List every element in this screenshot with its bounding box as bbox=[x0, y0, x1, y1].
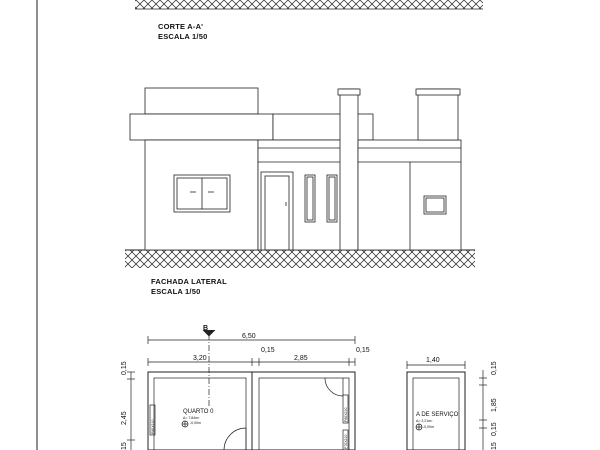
dim-service-width: 1,40 bbox=[426, 357, 440, 364]
cut-marker-label: B bbox=[203, 325, 209, 332]
right-wall-body bbox=[358, 140, 461, 250]
narrow-window-2 bbox=[327, 175, 337, 222]
dim-left-width: 3,20 bbox=[193, 355, 207, 362]
narrow-window-1 bbox=[305, 175, 315, 222]
column-cap bbox=[338, 89, 360, 95]
column-pillar bbox=[340, 89, 358, 250]
dim-left-top-wall: 0,15 bbox=[121, 361, 128, 375]
section-scale: ESCALA 1/50 bbox=[158, 32, 208, 41]
dim-left-bottom: 15 bbox=[121, 442, 128, 450]
section-title: CORTE A-A' bbox=[158, 22, 204, 31]
wall-center-outer bbox=[252, 372, 355, 450]
dim-right-low: 0,15 bbox=[491, 422, 498, 436]
door-tag-2: P80X210 bbox=[344, 407, 348, 422]
elevation-drawing bbox=[125, 88, 475, 268]
left-roof-slab bbox=[130, 114, 273, 140]
section-ground-hatch bbox=[135, 0, 483, 9]
dim-left-height: 2,45 bbox=[121, 411, 128, 425]
door-swing-center bbox=[325, 378, 343, 396]
room-name-service: A DE SERVIÇO bbox=[416, 412, 459, 418]
dim-right-top: 0,15 bbox=[491, 361, 498, 375]
plan-drawing bbox=[127, 330, 487, 450]
tower bbox=[418, 89, 458, 140]
wall-service-outer bbox=[407, 372, 465, 450]
dim-wall-gap: 0,15 bbox=[261, 347, 275, 354]
door bbox=[261, 172, 293, 250]
dim-total-width: 6,50 bbox=[242, 333, 256, 340]
dim-right-mid: 1,85 bbox=[491, 398, 498, 412]
elevation-title: FACHADA LATERAL bbox=[151, 277, 227, 286]
section-drawing bbox=[135, 0, 483, 9]
room-name-quarto: QUARTO 0 bbox=[183, 409, 214, 415]
room-level-service: -0,00m bbox=[423, 425, 434, 429]
door-swing-left bbox=[224, 428, 246, 450]
dim-right-bottom: 15 bbox=[491, 442, 498, 450]
left-parapet bbox=[145, 88, 258, 114]
dim-right-wall: 0,15 bbox=[356, 347, 370, 354]
door-tag-3: P70X210 bbox=[344, 434, 348, 449]
dim-right-width: 2,85 bbox=[294, 355, 308, 362]
door-tag-1: P80X210 bbox=[151, 419, 155, 434]
room-area-quarto: A= 7,84m² bbox=[183, 416, 200, 420]
tower-cap bbox=[416, 89, 460, 95]
room-level-quarto: -0,00m bbox=[190, 421, 201, 425]
elevation-ground-hatch bbox=[125, 250, 475, 268]
room-area-service: A= 2,21m² bbox=[416, 419, 433, 423]
wall-center-inner bbox=[259, 378, 349, 450]
elevation-scale: ESCALA 1/50 bbox=[151, 287, 201, 296]
small-window-right bbox=[424, 196, 446, 214]
